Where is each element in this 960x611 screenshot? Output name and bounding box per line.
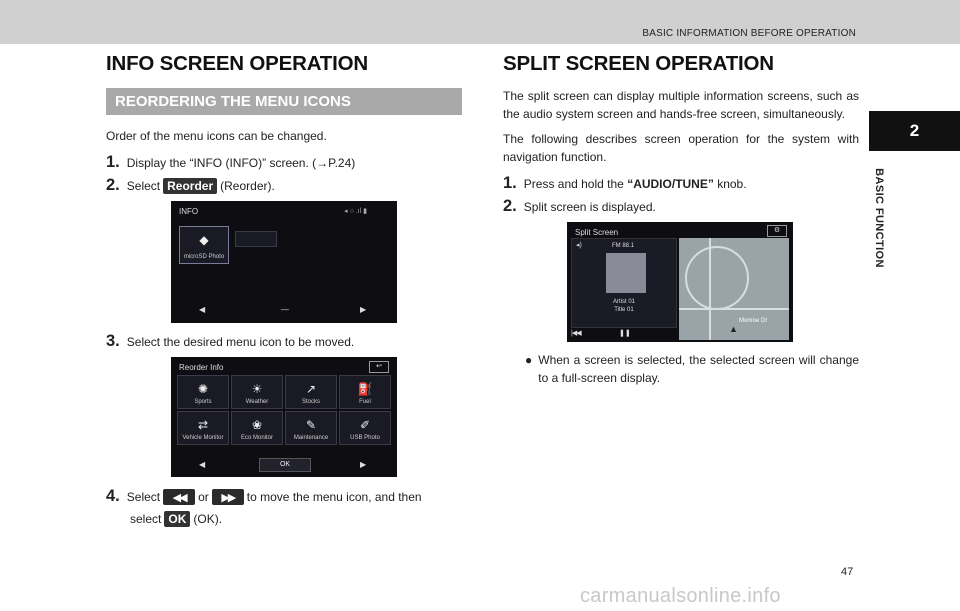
page-indicator-icon: — xyxy=(281,304,289,314)
vehicle-monitor-icon: ⇄ xyxy=(197,417,209,432)
subsection-band: REORDERING THE MENU ICONS xyxy=(106,88,462,115)
forward-button-icon[interactable]: ▶▶ xyxy=(212,489,244,505)
step-1: 1. Display the “INFO (INFO)” screen. (→P.24) xyxy=(106,152,356,171)
left-column xyxy=(106,52,462,527)
rewind-button-icon[interactable]: ◀◀ xyxy=(163,489,195,505)
sports-icon: ✺ xyxy=(197,381,209,396)
artist-label: Artist 01 xyxy=(612,299,635,305)
right-column xyxy=(503,52,859,387)
tile-vehicle-monitor[interactable]: ⇄ Vehicle Monitor xyxy=(177,411,229,445)
wrench-icon: ✎ xyxy=(305,417,317,432)
station-label: FM 88.1 xyxy=(612,243,635,249)
chapter-label: BASIC FUNCTION xyxy=(872,168,885,268)
fuel-icon: ⛽ xyxy=(357,381,373,396)
back-icon[interactable]: ↩ xyxy=(369,361,389,373)
tile-fuel[interactable]: ⛽ Fuel xyxy=(339,375,391,409)
map-road-cross xyxy=(679,308,789,310)
settings-icon[interactable]: ⚙ xyxy=(767,225,787,237)
step-2: 2. Select Reorder (Reorder). xyxy=(106,175,275,194)
step-3: 3. Select the desired menu icon to be moved. xyxy=(106,331,355,350)
microsd-photo-tile[interactable]: ◆ microSD Photo xyxy=(179,226,229,264)
audio-panel[interactable] xyxy=(571,238,677,328)
stocks-icon: ↗ xyxy=(305,381,317,396)
split-step-1: 1. Press and hold the “AUDIO/TUNE” knob. xyxy=(503,174,747,192)
tile-stocks[interactable]: ↗ Stocks xyxy=(285,375,337,409)
previous-track-icon[interactable]: |◀◀ xyxy=(571,330,581,337)
photo-icon: ◆ xyxy=(199,232,209,247)
tile-weather[interactable]: ☀ Weather xyxy=(231,375,283,409)
left-arrow-icon[interactable]: ◀ xyxy=(199,304,206,314)
speaker-icon: ◂) xyxy=(576,242,582,249)
step-4-line2: select OK (OK). xyxy=(130,511,223,526)
ok-screen-button[interactable]: OK xyxy=(259,458,311,472)
tile-maintenance[interactable]: ✎ Maintenance xyxy=(285,411,337,445)
tile-eco-monitor[interactable]: ❀ Eco Monitor xyxy=(231,411,283,445)
tile-sports[interactable]: ✺ Sports xyxy=(177,375,229,409)
step-4: 4. Select ◀◀ or ▶▶ to move the menu icon, and then xyxy=(106,486,422,505)
pause-icon[interactable]: ❚❚ xyxy=(619,330,631,337)
left-title: INFO SCREEN OPERATION xyxy=(106,52,368,75)
info-screenshot: INFO ◂ ○ .ıl ▮ ◆ microSD Photo ◀ — ▶ xyxy=(171,201,397,323)
usb-photo-icon: ✐ xyxy=(359,417,371,432)
intro-text: Order of the menu icons can be changed. xyxy=(106,129,327,143)
eco-monitor-icon: ❀ xyxy=(251,417,263,432)
album-art xyxy=(606,253,646,293)
split-navigation-note: The following describes screen operation for the system with navigation function. xyxy=(503,132,859,164)
right-title: SPLIT SCREEN OPERATION xyxy=(503,52,774,75)
weather-icon: ☀ xyxy=(251,381,263,396)
reorder-screenshot: Reorder Info ↩ ✺ Sports ☀ Weather ↗ Stocks ⛽ Fuel ⇄ Vehicle Monitor ❀ Eco Monitor ✎ Maintenance ✐ USB Photo ◀ OK ▶ xyxy=(171,357,397,477)
bullet-note: ● When a screen is selected, the selected screen will change to a full-screen display. xyxy=(525,352,859,387)
split-screenshot: Split Screen ⚙ ◂) FM 88.1 Artist 01 Title 01 |◀◀ ❚❚ Monroe Dr ▲ xyxy=(567,222,793,342)
split-step-2: 2. Split screen is displayed. xyxy=(503,197,656,215)
audio-tune-knob-label: “AUDIO/TUNE” xyxy=(627,177,714,191)
map-road-loop xyxy=(685,246,749,310)
tile-usb-photo[interactable]: ✐ USB Photo xyxy=(339,411,391,445)
section-header: BASIC INFORMATION BEFORE OPERATION xyxy=(642,28,856,39)
page-number: 47 xyxy=(841,566,854,578)
status-icons: ◂ ○ .ıl ▮ xyxy=(344,207,367,215)
track-label: Title 01 xyxy=(614,307,634,313)
right-arrow-icon[interactable]: ▶ xyxy=(360,304,367,314)
move-left-icon[interactable]: ◀ xyxy=(199,459,206,469)
watermark: carmanualsonline.info xyxy=(580,585,781,607)
map-road xyxy=(709,238,711,340)
split-description: The split screen can display multiple information screens, such as the audio system screen and hands-free screen, simultaneously. xyxy=(503,89,859,121)
move-right-icon[interactable]: ▶ xyxy=(360,459,367,469)
chapter-tab: 2 xyxy=(869,111,960,151)
ok-button[interactable]: OK xyxy=(164,511,190,527)
vehicle-position-icon: ▲ xyxy=(729,324,738,334)
map-street-label: Monroe Dr xyxy=(739,318,768,324)
map-panel[interactable] xyxy=(679,238,789,340)
bullet-icon: ● xyxy=(525,353,533,367)
reorder-button[interactable]: Reorder xyxy=(163,178,217,194)
placeholder-tile xyxy=(235,231,277,247)
